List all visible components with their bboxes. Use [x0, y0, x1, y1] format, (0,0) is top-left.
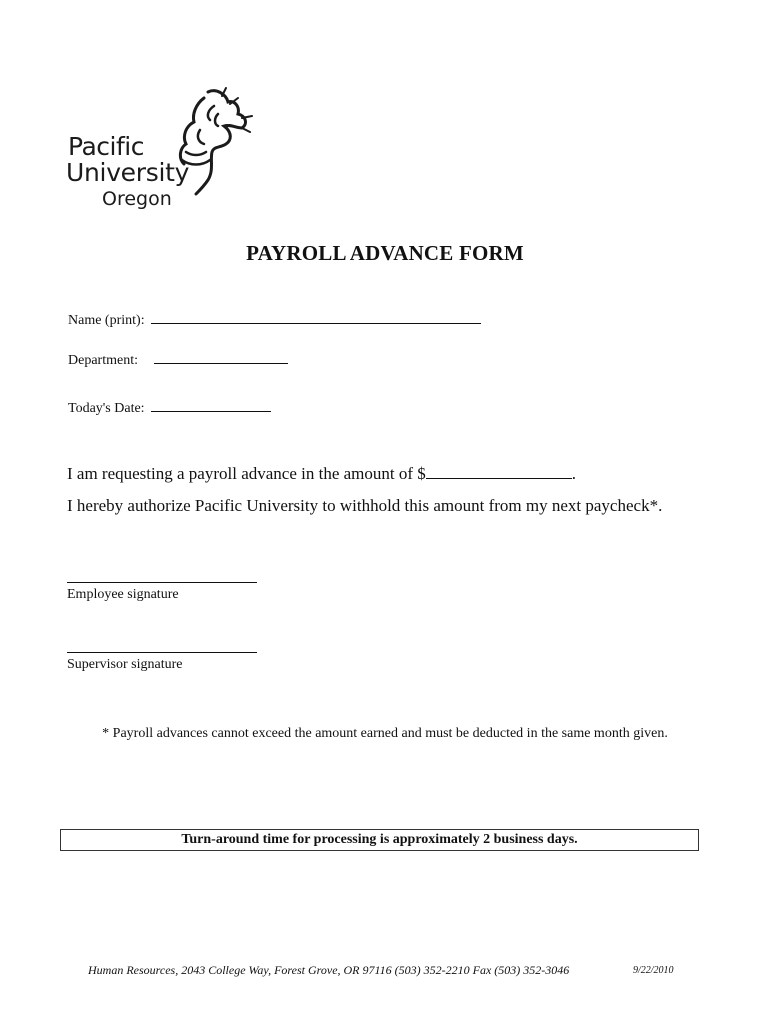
authorization-text: I hereby authorize Pacific University to withhold this amount from my next paycheck*. [67, 496, 663, 515]
university-logo [60, 86, 260, 216]
department-input-line[interactable] [154, 350, 288, 364]
logo-text-oregon: Oregon [102, 188, 172, 210]
logo-text-university: University [66, 158, 190, 187]
supervisor-signature-label: Supervisor signature [67, 657, 183, 672]
department-field [68, 350, 288, 369]
date-label: Today's Date: [68, 401, 145, 416]
name-field [68, 310, 481, 329]
advance-request-period: . [571, 464, 577, 483]
footer-revision-date: 9/22/2010 [633, 965, 674, 976]
logo-text-pacific: Pacific [68, 132, 144, 161]
name-input-line[interactable] [151, 310, 481, 324]
employee-signature-line[interactable] [67, 582, 257, 583]
form-title: PAYROLL ADVANCE FORM [246, 241, 524, 265]
footnote: * Payroll advances cannot exceed the amount earned and must be deducted in the same month given. [102, 726, 668, 741]
date-field [68, 398, 271, 417]
processing-notice: Turn-around time for processing is approximately 2 business days. [60, 829, 699, 851]
advance-request-text: I am requesting a payroll advance in the amount of $ [67, 464, 426, 483]
supervisor-signature-line[interactable] [67, 652, 257, 653]
date-input-line[interactable] [151, 398, 271, 412]
name-label: Name (print): [68, 313, 145, 328]
advance-request-line [67, 464, 576, 484]
footer-contact: Human Resources, 2043 College Way, Forest Grove, OR 97116 (503) 352-2210 Fax (503) 352-3046 [88, 963, 570, 977]
amount-input-line[interactable] [426, 464, 572, 479]
employee-signature-label: Employee signature [67, 587, 179, 602]
department-label: Department: [68, 353, 138, 368]
